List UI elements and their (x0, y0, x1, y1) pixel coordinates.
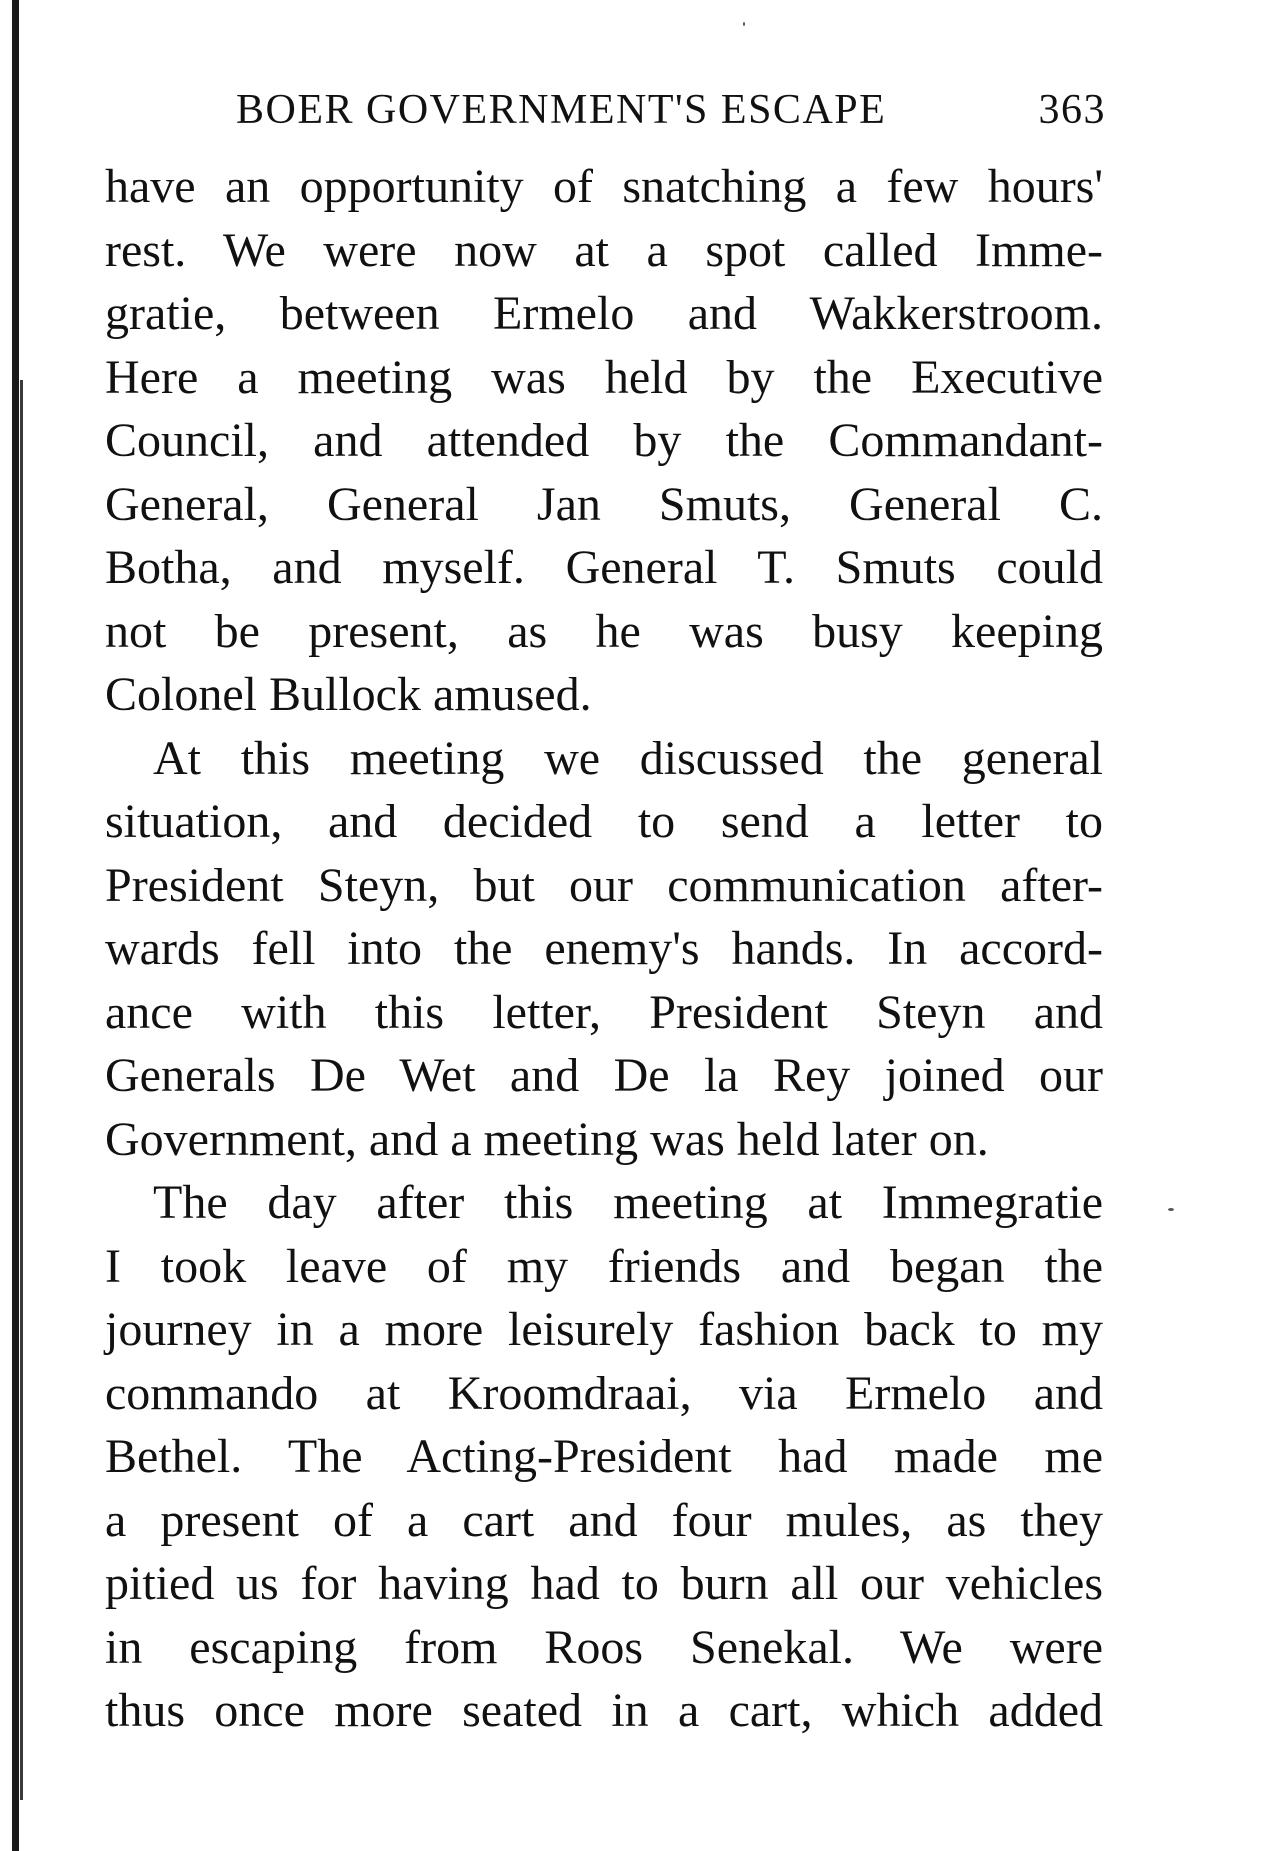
text-line: The day after this meeting at Immegratie (153, 1176, 1103, 1229)
text-line: a present of a cart and four mules, as they (105, 1493, 1103, 1547)
text-line: Colonel Bullock amused. (105, 668, 592, 721)
running-head (236, 86, 1106, 146)
body-text (105, 155, 1103, 1743)
text-line: situation, and decided to send a letter to (105, 795, 1103, 848)
binding-edge-shadow-inner (20, 380, 23, 1800)
text-line: gratie, between Ermelo and Wakkerstroom. (105, 287, 1103, 340)
text-line: have an opportunity of snatching a few hours' (105, 160, 1103, 213)
text-line: General, General Jan Smuts, General C. (105, 477, 1103, 531)
text-line: pitied us for having had to burn all our vehicles (105, 1557, 1103, 1610)
paragraph (105, 1171, 1103, 1743)
binding-edge-shadow (12, 0, 19, 1851)
text-line: Here a meeting was held by the Executive (105, 350, 1103, 404)
scan-speck (743, 22, 745, 26)
page-number: 363 (1038, 87, 1106, 133)
text-line: Bethel. The Acting-President had made me (105, 1430, 1103, 1483)
scan-speck (1168, 1208, 1174, 1211)
text-line: thus once more seated in a cart, which added (105, 1684, 1103, 1737)
text-line: wards fell into the enemy's hands. In accord- (105, 922, 1103, 975)
text-line: President Steyn, but our communication after- (105, 858, 1103, 912)
text-line: Council, and attended by the Commandant- (105, 414, 1103, 467)
text-line: Botha, and myself. General T. Smuts could (105, 541, 1103, 594)
text-line: rest. We were now at a spot called Imme- (105, 223, 1103, 277)
text-line: not be present, as he was busy keeping (105, 604, 1103, 658)
running-head-title: BOER GOVERNMENT'S ESCAPE (236, 87, 887, 133)
paragraph (105, 727, 1103, 1172)
text-line: I took leave of my friends and began the (105, 1239, 1103, 1293)
text-line: ance with this letter, President Steyn and (105, 985, 1103, 1039)
text-line: Government, and a meeting was held later on. (105, 1112, 989, 1166)
text-line: Generals De Wet and De la Rey joined our (105, 1049, 1103, 1102)
paragraph (105, 155, 1103, 727)
text-line: journey in a more leisurely fashion back to my (105, 1303, 1103, 1356)
text-line: commando at Kroomdraai, via Ermelo and (105, 1366, 1103, 1420)
text-line: At this meeting we discussed the general (153, 731, 1103, 785)
text-line: in escaping from Roos Senekal. We were (105, 1620, 1103, 1674)
